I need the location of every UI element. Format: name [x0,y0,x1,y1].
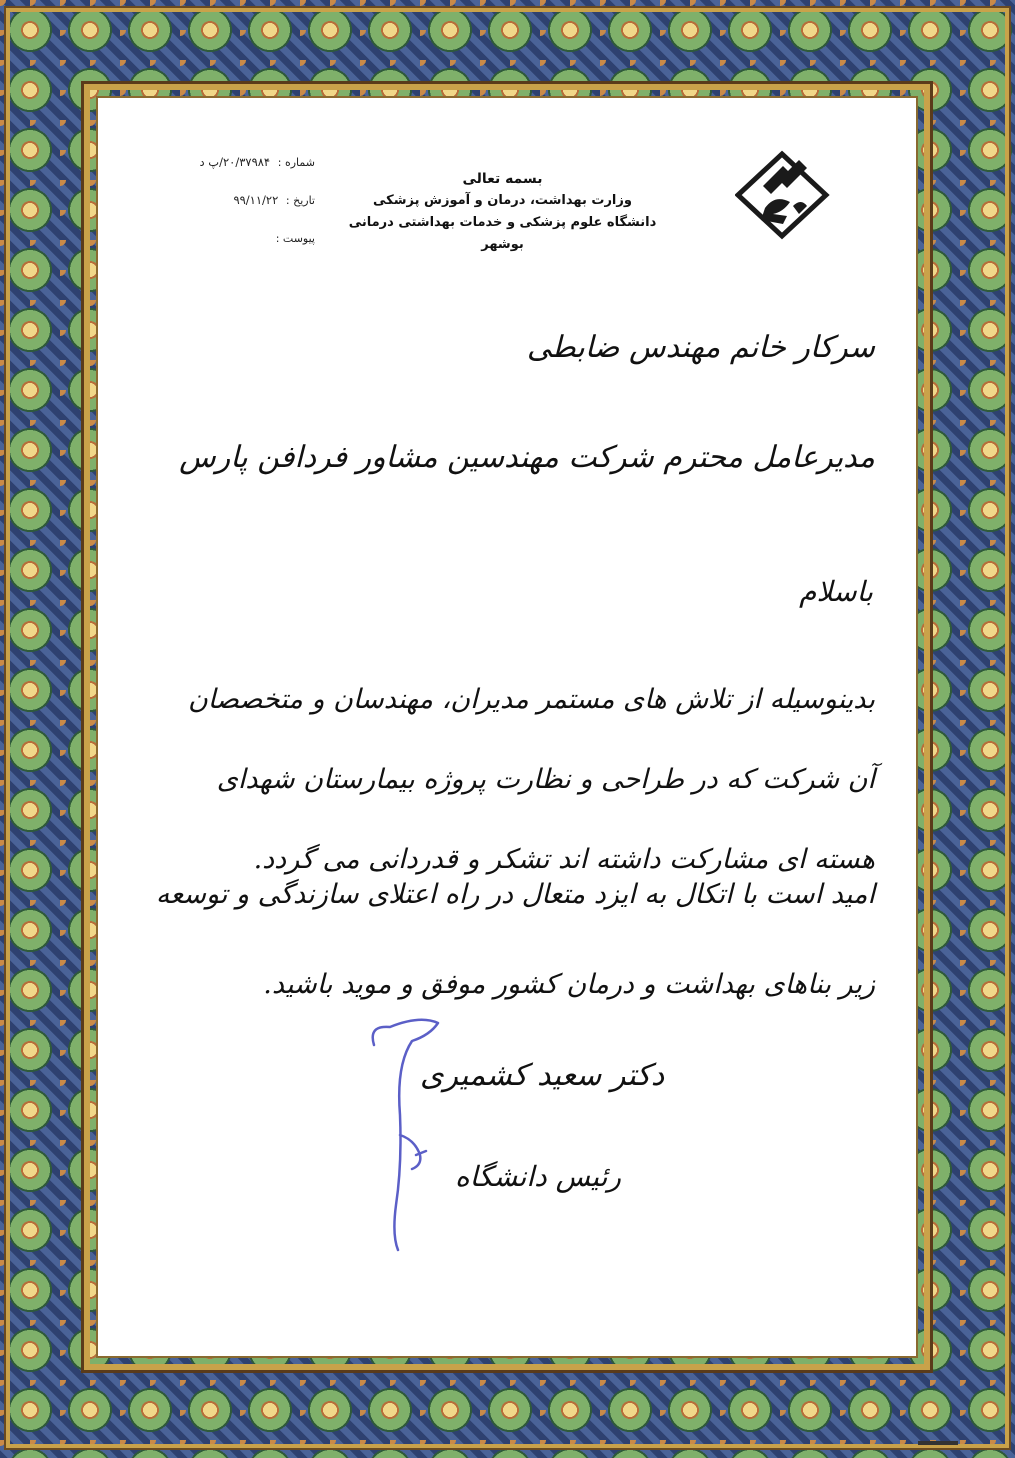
recipient-name: سرکار خانم مهندس ضابطی [526,330,875,365]
greeting: باسلام [799,575,873,608]
body-paragraph-2: امید است با اتکال به ایزد متعال در راه اعتلای سازندگی و توسعه زیر بناهای بهداشت و درمان کشور موفق و موید باشید. [155,879,875,1000]
letterhead [330,168,675,256]
signatory-name: دکتر سعید کشمیری [420,1058,665,1093]
signatory-title: رئیس دانشگاه [455,1160,622,1193]
date-label: تاریخ : [285,194,315,207]
university-name: دانشگاه علوم پزشکی و خدمات بهداشتی درمانی بوشهر [348,215,657,252]
handwritten-signature [360,1005,450,1255]
attachment-label: پیوست : [275,232,315,245]
number-value: ۲۰/۳۷۹۸۴/پ د [199,155,271,169]
body-paragraph-1: بدینوسیله از تلاش های مستمر مدیران، مهندسان و متخصصان آن شرکت که در طراحی و نظارت پروژه بیمارستان شهدای هسته ای مشارکت داشته اند تشکر و قدردانی می گردد. [187,684,875,875]
university-logo-icon [735,150,830,240]
number-row [175,152,315,190]
basmala: بسمه تعالی [462,171,543,187]
letter-metadata [175,152,315,266]
number-label: شماره : [277,156,315,169]
date-value: ۹۹/۱۱/۲۲ [233,193,279,207]
date-row [175,190,315,228]
attachment-row [175,228,315,266]
ministry-name: وزارت بهداشت، درمان و آموزش پزشکی [373,193,632,208]
recipient-title: مدیرعامل محترم شرکت مهندسین مشاور فردافن پارس [179,440,875,475]
print-mark-icon [918,1440,958,1446]
